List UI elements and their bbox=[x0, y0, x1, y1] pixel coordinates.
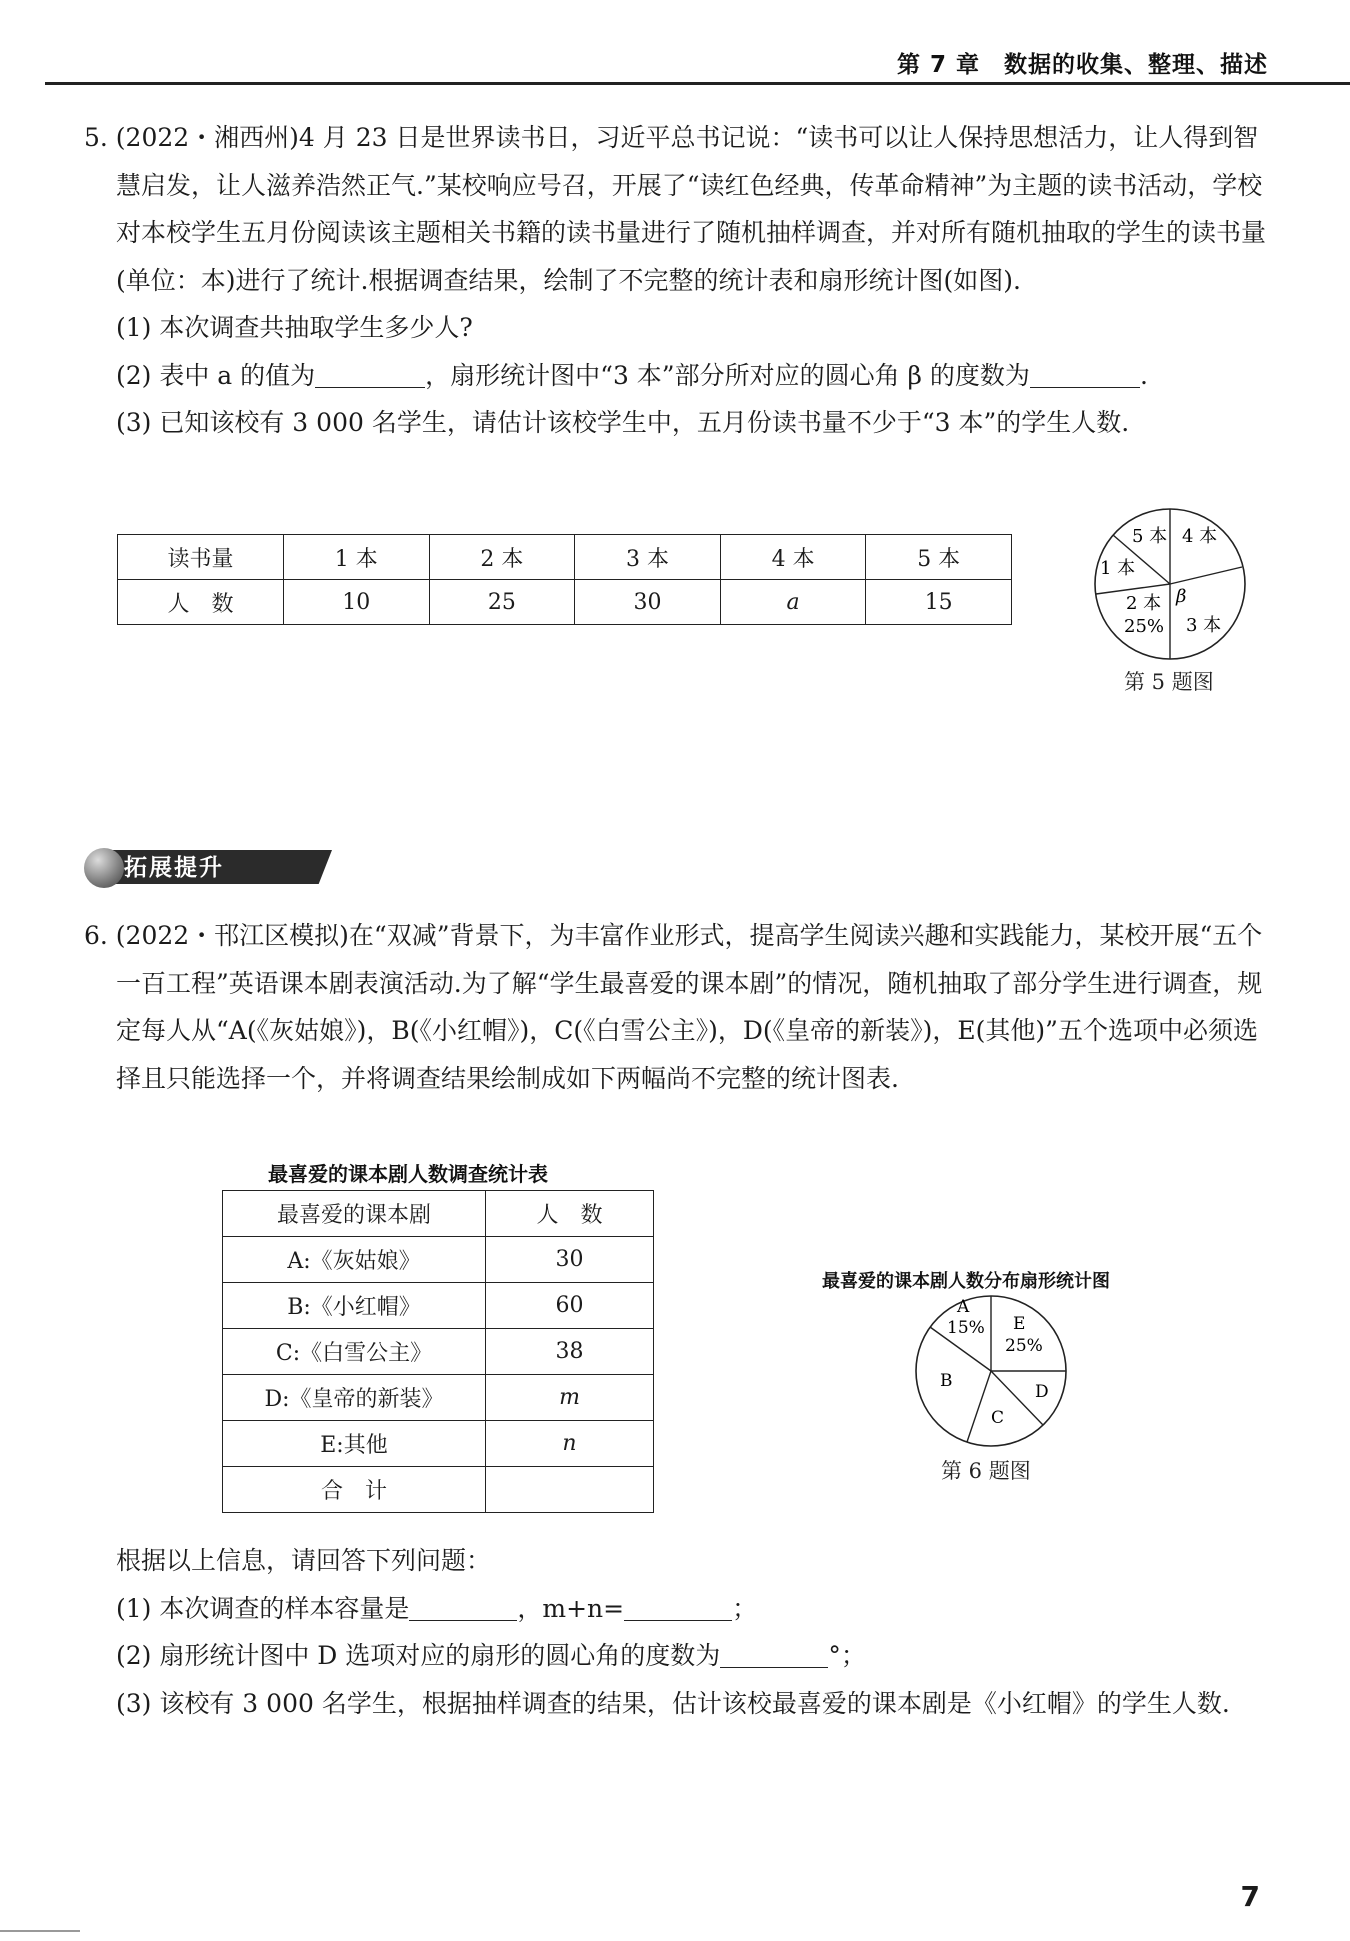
table-cell bbox=[486, 1467, 654, 1513]
q5-part2-text-c: . bbox=[1139, 360, 1148, 390]
q5-data-table bbox=[117, 534, 1012, 625]
table-cell: 2 本 bbox=[429, 535, 575, 580]
table-row bbox=[118, 535, 1012, 580]
pie-angle-beta: β bbox=[1176, 586, 1187, 607]
pie-label-e: E bbox=[1013, 1314, 1026, 1334]
q5-part2-text-a: (2) 表中 a 的值为 bbox=[116, 360, 316, 390]
table-row bbox=[118, 580, 1012, 625]
table-cell: C:《白雪公主》 bbox=[223, 1329, 486, 1375]
table-cell: E:其他 bbox=[223, 1421, 486, 1467]
table-row bbox=[223, 1329, 654, 1375]
table-cell: 25 bbox=[429, 580, 575, 625]
question-6 bbox=[84, 912, 1269, 1102]
question-6-stem: 6. (2022・邗江区模拟)在“双减”背景下，为丰富作业形式，提高学生阅读兴趣和实践能力，某校开展“五个一百工程”英语课本剧表演活动.为了解“学生最喜爱的课本剧”的情况，随机抽取了部分学生进行调查，规定每人从“A(《灰姑娘》)，B(《小红帽》)，C(《白雪公主》)，D(《皇帝的新装》)，E(其他)”五个选项中必须选择且只能选择一个，并将调查结果绘制成如下两幅尚不完整的统计图表. bbox=[84, 921, 1263, 1093]
pie-label-e-percent: 25% bbox=[1005, 1336, 1043, 1356]
question-5-part-3: (3) 已知该校有 3 000 名学生，请估计该校学生中，五月份读书量不少于“3 本”的学生人数. bbox=[116, 408, 1130, 437]
table-cell: 5 本 bbox=[866, 535, 1012, 580]
pie-label-3: 3 本 bbox=[1186, 615, 1222, 636]
q6-part1-text-c: ； bbox=[732, 1593, 758, 1623]
question-6-parts bbox=[116, 1537, 1276, 1727]
table-cell: 30 bbox=[486, 1237, 654, 1283]
page-header bbox=[0, 40, 1350, 90]
table-cell: 30 bbox=[575, 580, 721, 625]
pie-label-2-percent: 25% bbox=[1124, 616, 1165, 637]
pie-label-a-percent: 15% bbox=[947, 1318, 985, 1338]
question-6-part-1 bbox=[116, 1585, 1276, 1633]
table-cell: 1 本 bbox=[284, 535, 430, 580]
question-5 bbox=[84, 114, 1269, 447]
answer-blank[interactable] bbox=[624, 1592, 732, 1621]
table-cell: 人 数 bbox=[118, 580, 284, 625]
q6-part1-text-a: (1) 本次调查的样本容量是 bbox=[116, 1593, 410, 1623]
table-cell: D:《皇帝的新装》 bbox=[223, 1375, 486, 1421]
question-6-part-2 bbox=[116, 1632, 1276, 1680]
answer-blank[interactable] bbox=[409, 1592, 517, 1621]
table-cell: A:《灰姑娘》 bbox=[223, 1237, 486, 1283]
pie-label-5: 5 本 bbox=[1132, 526, 1168, 547]
pie-divider bbox=[967, 1371, 991, 1442]
table-row bbox=[223, 1375, 654, 1421]
question-5-part-2 bbox=[84, 352, 1269, 400]
table-cell: 60 bbox=[486, 1283, 654, 1329]
pie-label-a: A bbox=[957, 1297, 970, 1317]
q5-pie-chart bbox=[1090, 504, 1250, 664]
pie-label-d: D bbox=[1035, 1382, 1049, 1402]
table-row bbox=[223, 1421, 654, 1467]
table-cell: a bbox=[720, 580, 866, 625]
table-header-cell: 最喜爱的课本剧 bbox=[223, 1191, 486, 1237]
answer-blank[interactable] bbox=[720, 1640, 828, 1669]
table-row bbox=[223, 1191, 654, 1237]
pie-label-4: 4 本 bbox=[1182, 526, 1218, 547]
question-6-part-3: (3) 该校有 3 000 名学生，根据抽样调查的结果，估计该校最喜爱的课本剧是《小红帽》的学生人数. bbox=[116, 1688, 1230, 1718]
section-title: 拓展提升 bbox=[124, 855, 224, 881]
table-row bbox=[223, 1467, 654, 1513]
table-header-cell: 人 数 bbox=[486, 1191, 654, 1237]
pie-label-2: 2 本 bbox=[1126, 593, 1162, 614]
pie-label-c: C bbox=[991, 1408, 1005, 1428]
table-cell: n bbox=[486, 1421, 654, 1467]
lightbulb-icon bbox=[84, 848, 124, 888]
table-cell: 3 本 bbox=[575, 535, 721, 580]
page-number: 7 bbox=[1240, 1880, 1260, 1913]
q6-pie-title: 最喜爱的课本剧人数分布扇形统计图 bbox=[822, 1271, 1110, 1292]
question-5-stem: 5. (2022・湘西州)4 月 23 日是世界读书日，习近平总书记说：“读书可以让人保持思想活力，让人得到智慧启发，让人滋养浩然正气.”某校响应号召，开展了“读红色经典，传革命精神”为主题的读书活动，学校对本校学生五月份阅读该主题相关书籍的读书量进行了随机抽样调查，并对所有随机抽取的学生的读书量(单位：本)进行了统计.根据调查结果，绘制了不完整的统计表和扇形统计图(如图). bbox=[84, 123, 1267, 295]
table-row bbox=[223, 1283, 654, 1329]
q6-table-title: 最喜爱的课本剧人数调查统计表 bbox=[268, 1162, 548, 1186]
table-cell: 4 本 bbox=[720, 535, 866, 580]
answer-blank[interactable] bbox=[1030, 359, 1140, 388]
q5-part2-text-b: ，扇形统计图中“3 本”部分所对应的圆心角 β 的度数为 bbox=[425, 360, 1030, 390]
header-rule bbox=[45, 82, 1350, 85]
q6-pie-chart bbox=[913, 1293, 1073, 1453]
table-cell: m bbox=[486, 1375, 654, 1421]
question-5-part-1: (1) 本次调查共抽取学生多少人? bbox=[116, 313, 473, 342]
question-6-prompt: 根据以上信息，请回答下列问题： bbox=[116, 1546, 492, 1575]
pie-label-1: 1 本 bbox=[1100, 558, 1136, 579]
table-cell: B:《小红帽》 bbox=[223, 1283, 486, 1329]
table-cell: 15 bbox=[866, 580, 1012, 625]
answer-blank[interactable] bbox=[315, 359, 425, 388]
q6-data-table bbox=[222, 1190, 654, 1513]
q6-part2-text-a: (2) 扇形统计图中 D 选项对应的扇形的圆心角的度数为 bbox=[116, 1641, 721, 1670]
q5-figure-caption: 第 5 题图 bbox=[1124, 670, 1214, 694]
q6-part1-text-b: ，m+n= bbox=[517, 1593, 625, 1623]
table-cell: 合 计 bbox=[223, 1467, 486, 1513]
pie-divider bbox=[1170, 567, 1242, 584]
q6-part2-text-b: °； bbox=[828, 1641, 866, 1670]
footer-line bbox=[0, 1930, 80, 1932]
table-cell: 10 bbox=[284, 580, 430, 625]
chapter-title: 第 7 章 数据的收集、整理、描述 bbox=[896, 52, 1268, 78]
table-cell: 38 bbox=[486, 1329, 654, 1375]
pie-label-b: B bbox=[940, 1371, 953, 1391]
table-row bbox=[223, 1237, 654, 1283]
q6-figure-caption: 第 6 题图 bbox=[941, 1459, 1031, 1483]
table-cell: 读书量 bbox=[118, 535, 284, 580]
